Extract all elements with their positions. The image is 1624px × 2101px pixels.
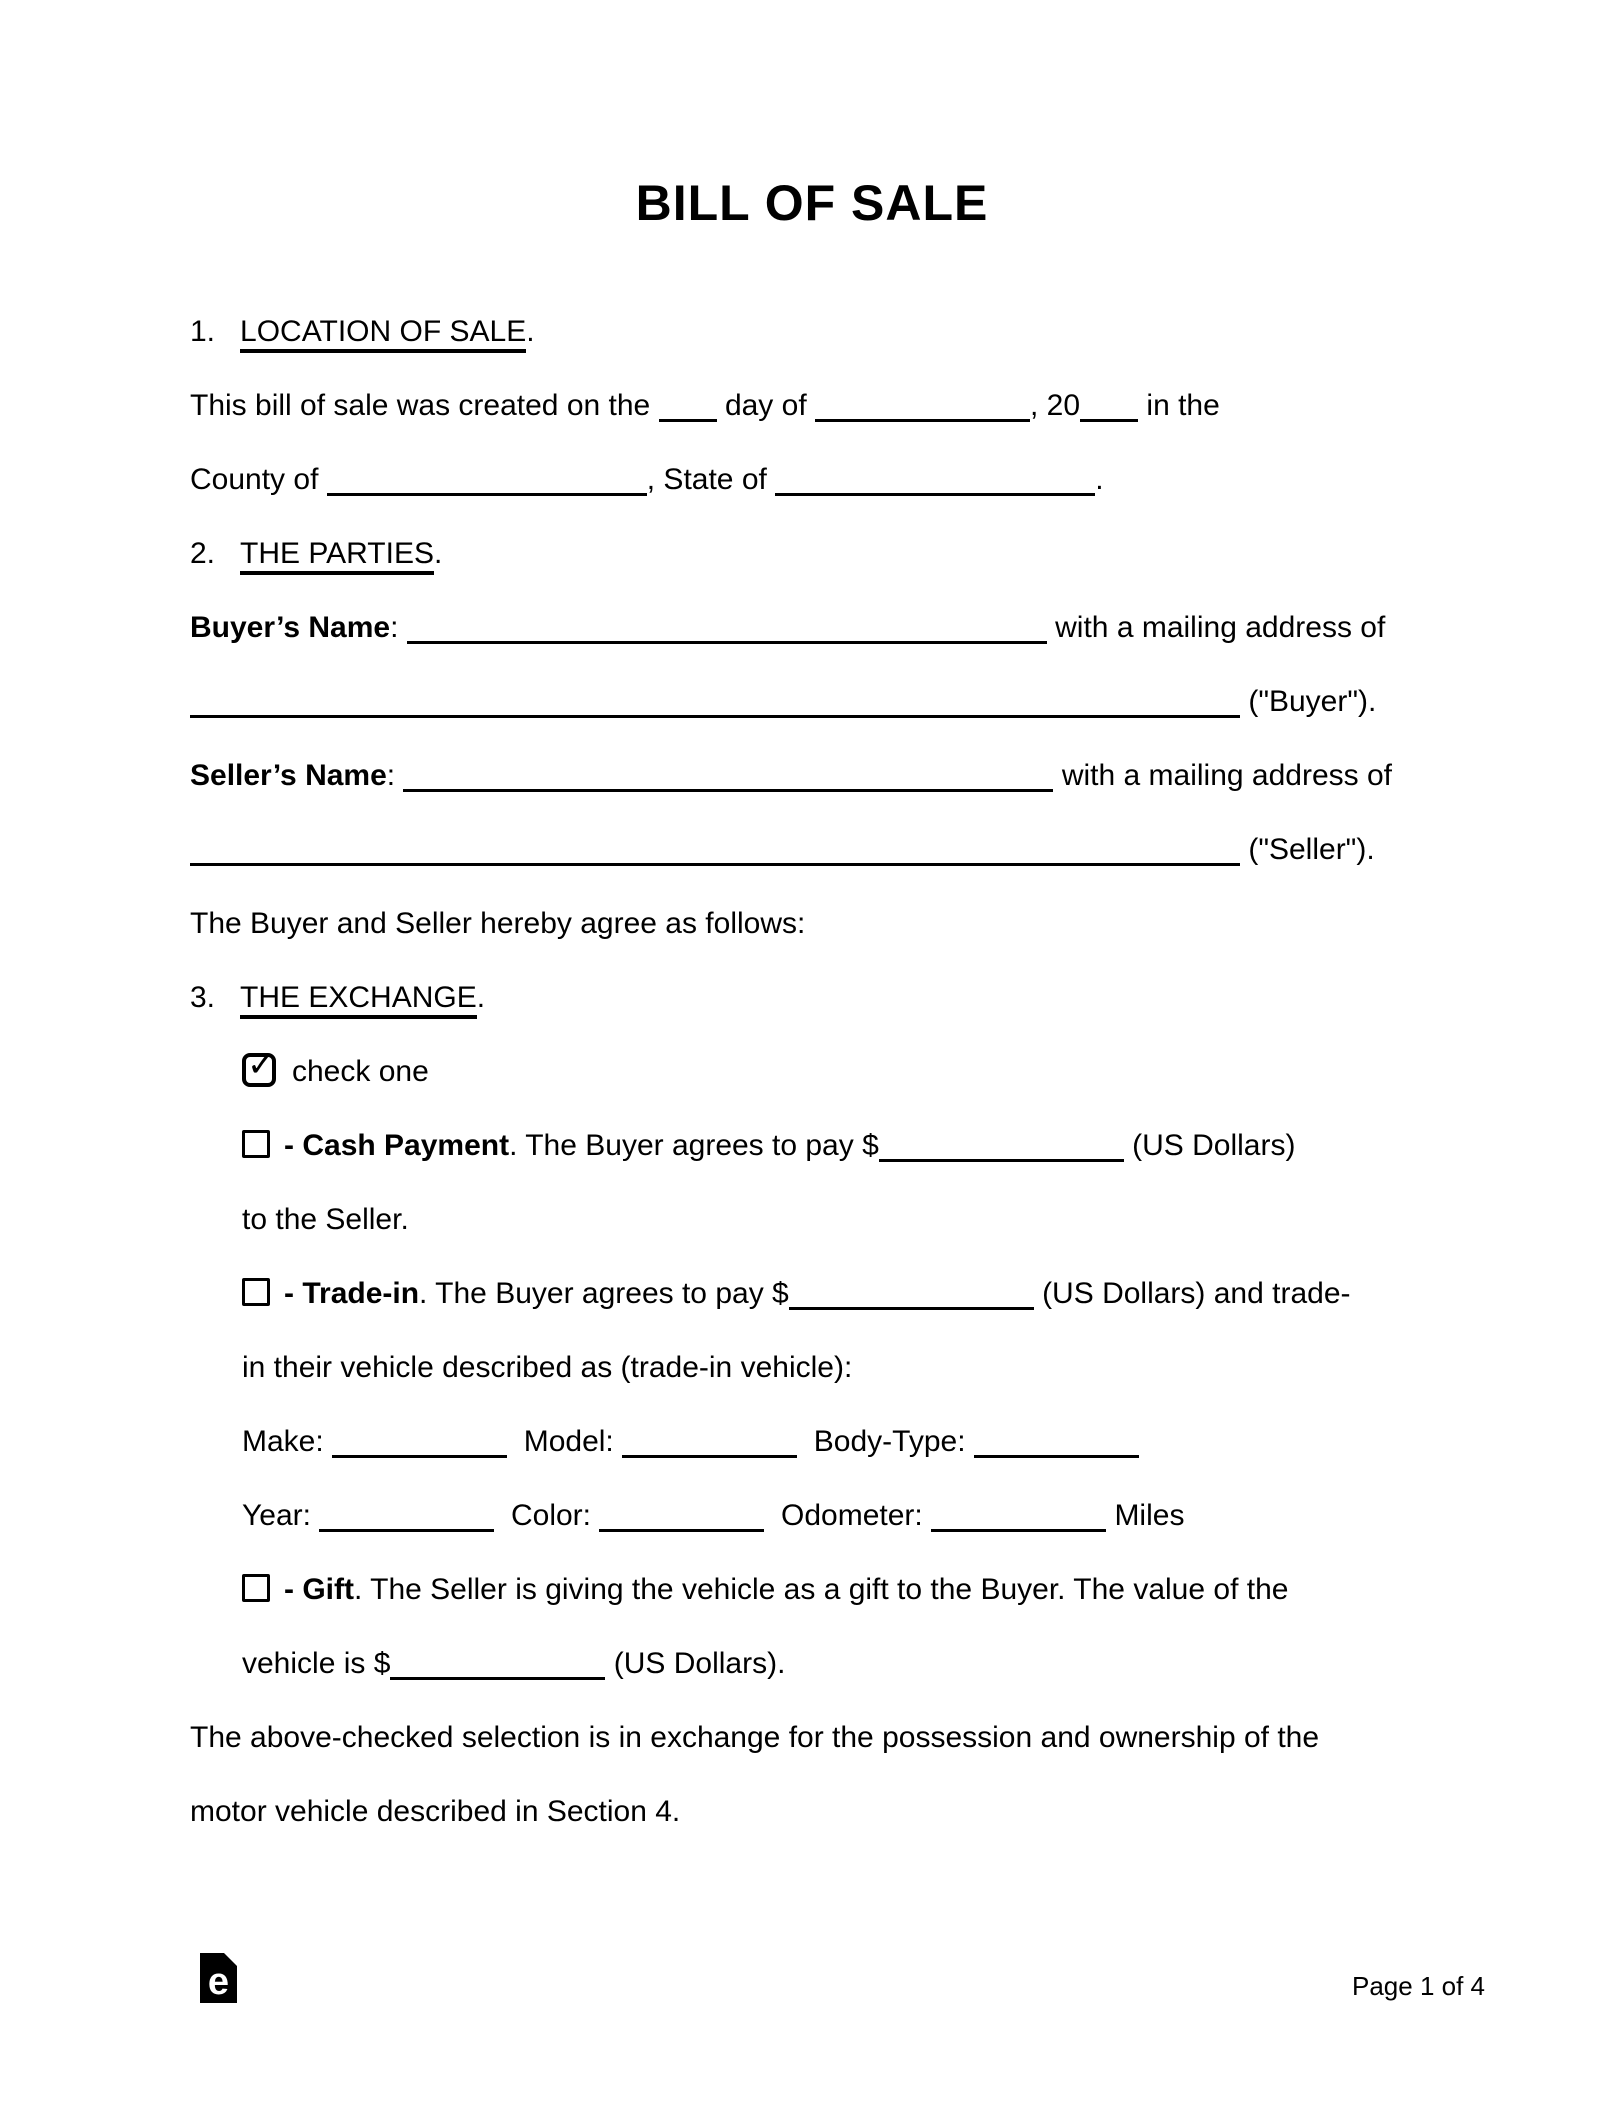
- intro-line-1: [190, 387, 1220, 425]
- closing-line-2: motor vehicle described in Section 4.: [190, 1795, 681, 1828]
- cash-payment-text: . The Buyer agrees to pay $: [509, 1129, 879, 1162]
- section-1-number: 1.: [190, 315, 216, 348]
- trade-in-label: Trade-in: [302, 1277, 420, 1310]
- state-blank[interactable]: [775, 489, 1095, 496]
- check-one-label: check one: [292, 1055, 429, 1088]
- intro-period: .: [1095, 463, 1104, 496]
- section-1-title: LOCATION OF SALE: [240, 315, 526, 353]
- state-of-text: , State of: [646, 463, 767, 496]
- agreement-line: The Buyer and Seller hereby agree as follows:: [190, 907, 806, 940]
- gift-continuation-line: [242, 1645, 785, 1683]
- vehicle-row-2: [242, 1497, 1184, 1535]
- buyer-name-line: [190, 609, 1385, 647]
- gift-amount-blank[interactable]: [390, 1673, 605, 1680]
- model-blank[interactable]: [622, 1451, 797, 1458]
- checked-checkbox-icon: [242, 1045, 276, 1087]
- cash-payment-checkbox[interactable]: [242, 1130, 270, 1158]
- odometer-blank[interactable]: [931, 1525, 1106, 1532]
- check-one-line: [242, 1045, 429, 1091]
- eforms-logo-icon: [200, 1953, 237, 2003]
- intro-year-prefix: , 20: [1030, 389, 1081, 422]
- month-blank[interactable]: [815, 415, 1030, 422]
- seller-mailing-text: with a mailing address of: [1061, 759, 1392, 792]
- cash-payment-line: [242, 1127, 1295, 1165]
- seller-name-line: [190, 757, 1392, 795]
- color-label: Color:: [510, 1499, 591, 1532]
- intro-created-text: This bill of sale was created on the: [190, 389, 651, 422]
- seller-name-blank[interactable]: [403, 785, 1053, 792]
- trade-in-line: [242, 1275, 1351, 1313]
- seller-name-colon: :: [386, 759, 396, 792]
- intro-day-of-text: day of: [724, 389, 807, 422]
- buyer-address-blank[interactable]: [190, 711, 1240, 718]
- year-field-blank[interactable]: [319, 1525, 494, 1532]
- section-2-period: .: [433, 537, 443, 570]
- body-type-label: Body-Type:: [813, 1425, 966, 1458]
- cash-suffix-text: (US Dollars): [1132, 1129, 1296, 1162]
- section-3-title: THE EXCHANGE: [240, 981, 477, 1019]
- trade-dash: -: [284, 1277, 294, 1310]
- day-blank[interactable]: [659, 415, 717, 422]
- check-mark-icon: ✓: [247, 1045, 276, 1085]
- gift-value-text: vehicle is $: [242, 1647, 391, 1680]
- cash-continuation-line: to the Seller.: [242, 1203, 409, 1236]
- page-title: BILL OF SALE: [635, 175, 989, 231]
- cash-payment-label: Cash Payment: [302, 1129, 510, 1162]
- gift-dash: -: [284, 1573, 294, 1606]
- vehicle-row-1: [242, 1423, 1139, 1461]
- miles-label: Miles: [1114, 1499, 1185, 1532]
- section-2-number: 2.: [190, 537, 216, 570]
- buyer-name-label: Buyer’s Name: [190, 611, 391, 644]
- color-blank[interactable]: [599, 1525, 764, 1532]
- buyer-tag-text: ("Buyer").: [1248, 685, 1377, 718]
- buyer-address-line: [190, 683, 1376, 721]
- county-blank[interactable]: [327, 489, 647, 496]
- gift-suffix-text: (US Dollars).: [613, 1647, 786, 1680]
- intro-in-the-text: in the: [1146, 389, 1220, 422]
- page-number: Page 1 of 4: [1352, 1971, 1485, 2001]
- section-2-heading: [190, 535, 442, 573]
- section-1-heading: [190, 313, 535, 351]
- gift-checkbox[interactable]: [242, 1574, 270, 1602]
- cash-amount-blank[interactable]: [879, 1155, 1124, 1162]
- gift-line: [242, 1571, 1288, 1609]
- trade-in-checkbox[interactable]: [242, 1278, 270, 1306]
- county-of-text: County of: [190, 463, 319, 496]
- make-label: Make:: [242, 1425, 324, 1458]
- seller-address-line: [190, 831, 1375, 869]
- make-blank[interactable]: [332, 1451, 507, 1458]
- section-3-heading: [190, 979, 485, 1017]
- trade-continuation-line: in their vehicle described as (trade-in vehicle):: [242, 1351, 853, 1384]
- trade-suffix-text: (US Dollars) and trade-: [1042, 1277, 1351, 1310]
- intro-line-2: [190, 461, 1104, 499]
- year-blank[interactable]: [1080, 415, 1138, 422]
- logo-letter: e: [207, 1961, 230, 2003]
- section-3-period: .: [476, 981, 486, 1014]
- buyer-name-blank[interactable]: [407, 637, 1047, 644]
- trade-in-text: . The Buyer agrees to pay $: [419, 1277, 789, 1310]
- year-label: Year:: [242, 1499, 311, 1532]
- seller-name-label: Seller’s Name: [190, 759, 387, 792]
- odometer-label: Odometer:: [781, 1499, 923, 1532]
- buyer-mailing-text: with a mailing address of: [1055, 611, 1386, 644]
- seller-tag-text: ("Seller").: [1248, 833, 1375, 866]
- body-type-blank[interactable]: [974, 1451, 1139, 1458]
- model-label: Model:: [523, 1425, 614, 1458]
- closing-line-1: The above-checked selection is in exchange for the possession and ownership of the: [190, 1721, 1320, 1754]
- trade-amount-blank[interactable]: [789, 1303, 1034, 1310]
- section-3-number: 3.: [190, 981, 216, 1014]
- section-2-title: THE PARTIES: [240, 537, 434, 575]
- gift-text: . The Seller is giving the vehicle as a gift to the Buyer. The value of the: [354, 1573, 1289, 1606]
- seller-address-blank[interactable]: [190, 859, 1240, 866]
- gift-label: Gift: [302, 1573, 354, 1606]
- section-1-period: .: [526, 315, 535, 348]
- buyer-name-colon: :: [390, 611, 399, 644]
- cash-dash: -: [284, 1129, 294, 1162]
